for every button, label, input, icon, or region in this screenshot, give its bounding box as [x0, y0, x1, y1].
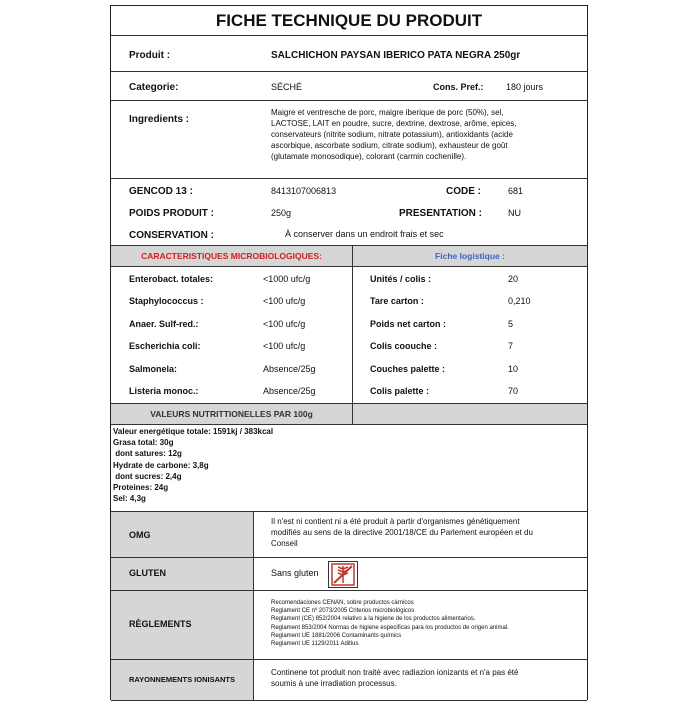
- reglements-label: RÈGLEMENTS: [129, 619, 192, 629]
- micro-row-value: <1000 ufc/g: [263, 274, 311, 284]
- gencod-label: GENCOD 13 :: [129, 186, 193, 197]
- omg-label: OMG: [129, 530, 151, 540]
- nutrition-line: Proteines: 24g: [113, 483, 169, 493]
- produit-label: Produit :: [129, 50, 171, 61]
- nutrition-section: [111, 404, 587, 512]
- micro-row-value: <100 ufc/g: [263, 319, 306, 329]
- ingredients-line: conservateurs (nitrite sodium, nitrate potassium), antioxidants (acide: [271, 130, 513, 139]
- micro-row-value: Absence/25g: [263, 364, 316, 374]
- ingredients-line: LACTOSE, LAIT en poudre, sucre, dextrine, dextrose, arôme, epices,: [271, 119, 517, 128]
- logistique-row-label: Tare carton :: [370, 296, 424, 306]
- nutrition-line: Valeur energétique totale: 1591kj / 383kcal: [113, 427, 274, 436]
- categorie-label: Categorie:: [129, 82, 179, 93]
- produit-value: SALCHICHON PAYSAN IBERICO PATA NEGRA 250gr: [271, 50, 521, 61]
- ingredients-line: ascorbique, ascorbate sodium, citrate sodium), exhausteur de goût: [271, 141, 508, 150]
- rayonnements-line: soumis à une irradiation processus.: [271, 679, 397, 688]
- product-info-block: [111, 179, 587, 246]
- gluten-label: GLUTEN: [129, 568, 166, 578]
- micro-row-label: Anaer. Sulf-red.:: [129, 319, 199, 329]
- divider: [111, 266, 587, 267]
- micro-logistique-section: [111, 246, 587, 404]
- micro-row-label: Enterobact. totales:: [129, 274, 214, 284]
- gencod-value: 8413107006813: [271, 186, 337, 196]
- code-label: CODE :: [446, 186, 481, 197]
- logistique-row-label: Unités / colis :: [370, 274, 432, 284]
- logistique-row-value: 70: [508, 386, 519, 396]
- logistique-row-value: 0,210: [508, 296, 531, 306]
- presentation-value: NU: [508, 208, 521, 218]
- poids-value: 250g: [271, 208, 292, 218]
- column-divider: [352, 404, 353, 424]
- omg-row: [111, 512, 587, 558]
- gluten-row: [111, 558, 587, 591]
- produit-row: [111, 36, 587, 72]
- ingredients-row: [111, 101, 587, 179]
- micro-row-label: Staphylococcus :: [129, 296, 204, 306]
- omg-text: [271, 516, 585, 549]
- micro-row-value: Absence/25g: [263, 386, 316, 396]
- logistique-row-label: Couches palette :: [370, 364, 446, 374]
- conservation-value: À conserver dans un endroit frais et sec: [285, 229, 444, 239]
- conservation-label: CONSERVATION :: [129, 230, 215, 241]
- micro-row-value: <100 ufc/g: [263, 341, 306, 351]
- micro-row-label: Salmonela:: [129, 364, 178, 374]
- reglement-line: Recomendaciones CENAN, sobre productos cárnicos: [271, 600, 414, 606]
- ingredients-text: [271, 107, 583, 162]
- rayonnements-line: Continene tot produit non traité avec radiazion ionizants et n'a pas été: [271, 668, 519, 677]
- code-value: 681: [508, 186, 524, 196]
- nutrition-header-blank: [353, 404, 587, 424]
- micro-header-text: CARACTERISTIQUES MICROBIOLOGIQUES:: [141, 251, 322, 261]
- micro-header: [111, 246, 352, 266]
- gluten-free-icon: [328, 561, 358, 593]
- reglement-line: Reglament UE 1881/2006 Contaminants químics: [271, 632, 402, 639]
- micro-row-label: Listeria monoc.:: [129, 386, 199, 396]
- micro-row-label: Escherichia coli:: [129, 341, 201, 351]
- logistique-header: [353, 246, 587, 266]
- ingredients-label: Ingredients :: [129, 114, 190, 125]
- logistique-row-value: 7: [508, 341, 514, 351]
- logistique-header-text: Fiche logistique :: [435, 251, 505, 261]
- nutrition-line: dont sucres: 2,4g: [113, 471, 182, 481]
- gluten-value: Sans gluten: [271, 568, 319, 578]
- cons-pref-value: 180 jours: [506, 82, 544, 92]
- nutrition-line: dont satures: 12g: [113, 449, 182, 459]
- rayonnements-text: [271, 667, 585, 689]
- logistique-row-label: Colis coouche :: [370, 341, 438, 351]
- nutrition-header: [111, 404, 352, 424]
- cons-pref-label: Cons. Pref.:: [433, 82, 484, 92]
- micro-row-value: <100 ufc/g: [263, 296, 306, 306]
- reglement-line: Reglament CE nº 2073/2005 Criterios microbiológicos: [271, 608, 415, 615]
- nutrition-line: Grasa total: 30g: [113, 438, 174, 448]
- logistique-row-label: Colis palette :: [370, 386, 430, 396]
- nutrition-values: [113, 426, 273, 504]
- omg-line: Il n'est ni contient ni a été produit à partir d'organismes génétiquement: [271, 517, 520, 526]
- presentation-label: PRESENTATION :: [399, 208, 482, 219]
- technical-sheet: [110, 5, 588, 700]
- rayonnements-label: RAYONNEMENTS IONISANTS: [129, 675, 235, 684]
- title-text: FICHE TECHNIQUE DU PRODUIT: [215, 11, 483, 30]
- nutrition-line: Sel: 4,3g: [113, 494, 146, 504]
- omg-line: Conseil: [271, 539, 298, 548]
- logistique-row-value: 20: [508, 274, 519, 284]
- ingredients-line: (glutamate monosodique), colorant (carmin cochenille).: [271, 152, 467, 161]
- logistique-row-value: 10: [508, 364, 519, 374]
- nutrition-header-text: VALEURS NUTRITTIONELLES PAR 100g: [150, 409, 313, 419]
- ingredients-line: Maigre et ventresche de porc, maigre iberique de porc (50%), sel,: [271, 108, 504, 117]
- categorie-value: SÉCHÉ: [271, 82, 303, 92]
- column-divider: [352, 246, 353, 404]
- logistique-row-value: 5: [508, 319, 514, 329]
- omg-line: modifiés au sens de la directive 2001/18/CE du Parlement européen et du: [271, 528, 533, 537]
- divider: [111, 424, 587, 425]
- page-title: [111, 6, 587, 36]
- categorie-row: [111, 72, 587, 101]
- rayonnements-row: [111, 660, 587, 701]
- reglement-line: Reglament UE 1129/2011 Aditius: [271, 641, 359, 648]
- logistique-row-label: Poids net carton :: [370, 319, 447, 329]
- poids-label: POIDS PRODUIT :: [129, 208, 215, 219]
- reglement-line: Reglament 853/2004 Normas de higiene especificas para los productos de origen animal.: [271, 624, 509, 631]
- reglement-line: Reglament (CE) 852/2004 relativo a la higiene de los productos alimentarios.: [271, 616, 476, 623]
- reglements-row: [111, 591, 587, 660]
- reglements-text: [271, 599, 585, 648]
- nutrition-line: Hydrate de carbone: 3,8g: [113, 460, 209, 470]
